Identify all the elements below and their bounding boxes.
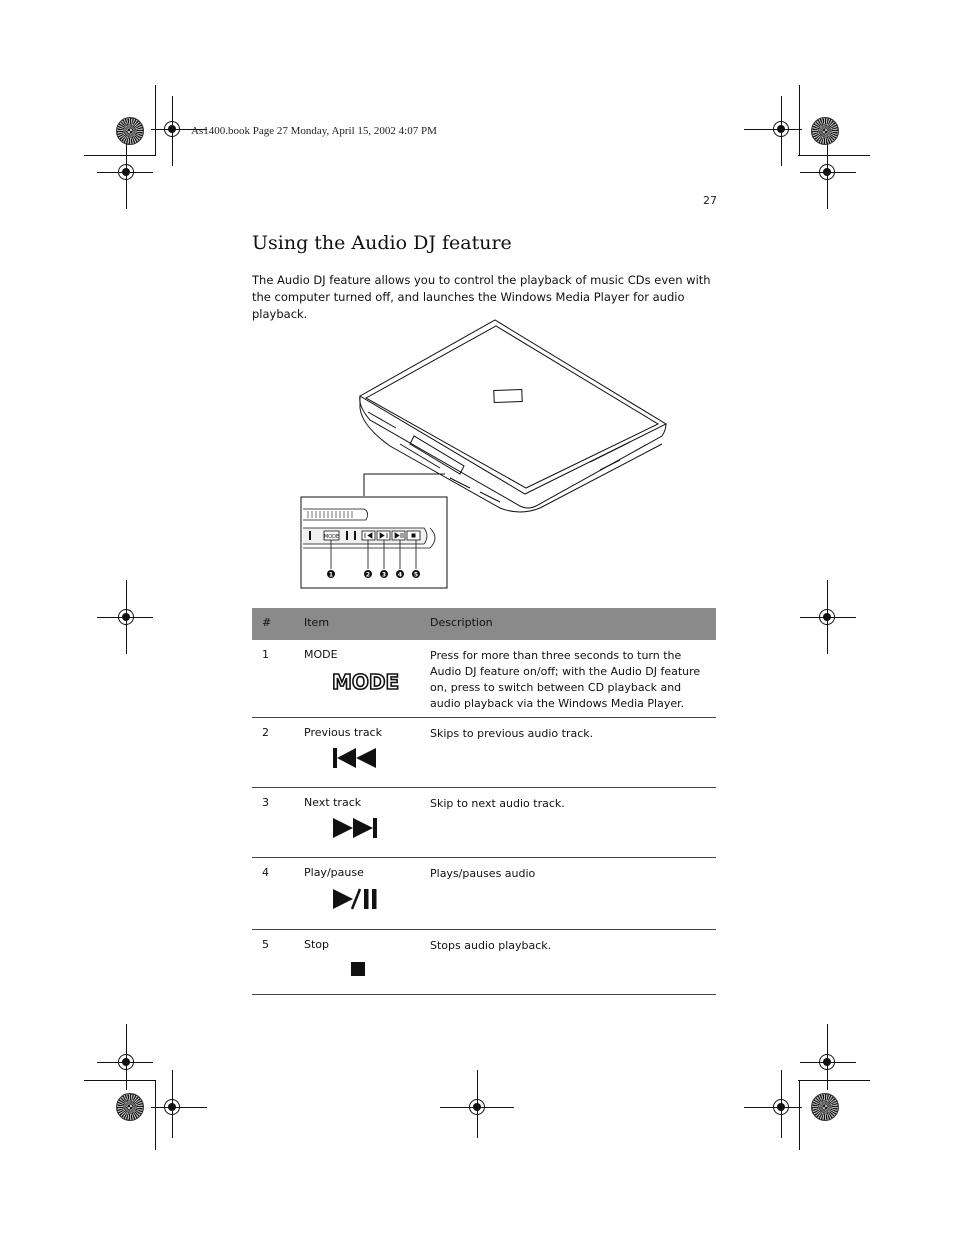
section-title: Using the Audio DJ feature	[252, 232, 512, 254]
crop-mark	[798, 155, 870, 156]
table-row	[252, 788, 716, 858]
registration-mark-icon	[815, 605, 839, 629]
callout-5: 5	[413, 571, 419, 579]
table-row	[252, 930, 716, 995]
page-number: 27	[703, 194, 717, 207]
registration-disc-icon	[116, 117, 144, 145]
callout-2: 2	[365, 571, 371, 579]
crop-mark	[799, 85, 800, 155]
callout-1: 1	[328, 571, 334, 579]
row-number: 5	[262, 938, 269, 951]
row-item: Next track	[304, 796, 362, 809]
row-item: MODE	[304, 648, 338, 661]
crop-mark	[84, 1080, 156, 1081]
row-number: 3	[262, 796, 269, 809]
row-item: Previous track	[304, 726, 382, 739]
registration-mark-icon	[769, 117, 793, 141]
row-number: 4	[262, 866, 269, 879]
registration-mark-icon	[465, 1095, 489, 1119]
row-description: Skips to previous audio track.	[430, 727, 594, 740]
row-number: 1	[262, 648, 269, 661]
callout-3: 3	[381, 571, 387, 579]
header-number: #	[262, 616, 272, 629]
crop-mark	[84, 155, 156, 156]
registration-mark-icon	[160, 1095, 184, 1119]
table-row	[252, 640, 716, 718]
crop-mark	[799, 1080, 800, 1150]
laptop-audio-dj-illustration	[300, 316, 670, 591]
table-row	[252, 858, 716, 930]
row-description: Skip to next audio track.	[430, 797, 565, 810]
row-description: Stops audio playback.	[430, 939, 552, 952]
row-item: Play/pause	[304, 866, 364, 879]
panel-mode-label: MODE	[323, 534, 340, 540]
stop-icon	[350, 961, 366, 977]
row-description: Plays/pauses audio	[430, 867, 536, 880]
registration-disc-icon	[116, 1093, 144, 1121]
callout-4: 4	[397, 571, 403, 579]
row-description: Press for more than three seconds to turn the Audio DJ feature on/off; with the Audio DJ feature on, press to switch between CD playback and audio playback via the Windows Media Player.	[430, 649, 701, 710]
callout-leader-line	[364, 474, 445, 496]
mode-icon: MODE	[332, 670, 400, 694]
row-item: Stop	[304, 938, 330, 951]
audio-dj-panel-zoom	[301, 497, 447, 588]
registration-mark-icon	[160, 117, 184, 141]
registration-mark-icon	[114, 160, 138, 184]
table-row	[252, 718, 716, 788]
registration-disc-icon	[811, 117, 839, 145]
print-header: As1400.book Page 27 Monday, April 15, 2002 4:07 PM	[191, 125, 437, 137]
row-number: 2	[262, 726, 269, 739]
intro-paragraph: The Audio DJ feature allows you to control the playback of music CDs even with the computer turned off, and launches the Windows Media Player for audio playback.	[252, 273, 711, 321]
audio-dj-buttons-table	[252, 608, 716, 995]
registration-mark-icon	[815, 160, 839, 184]
play-pause-icon	[332, 888, 384, 910]
registration-mark-icon	[114, 1050, 138, 1074]
table-header	[252, 608, 716, 640]
header-item: Item	[304, 616, 330, 629]
previous-track-icon	[332, 747, 384, 769]
crop-mark	[155, 85, 156, 155]
crop-mark	[798, 1080, 870, 1081]
laptop-illustration	[360, 320, 666, 512]
next-track-icon	[332, 817, 384, 839]
registration-disc-icon	[811, 1093, 839, 1121]
registration-mark-icon	[114, 605, 138, 629]
crop-mark	[155, 1080, 156, 1150]
header-description: Description	[430, 616, 493, 629]
registration-mark-icon	[815, 1050, 839, 1074]
registration-mark-icon	[769, 1095, 793, 1119]
